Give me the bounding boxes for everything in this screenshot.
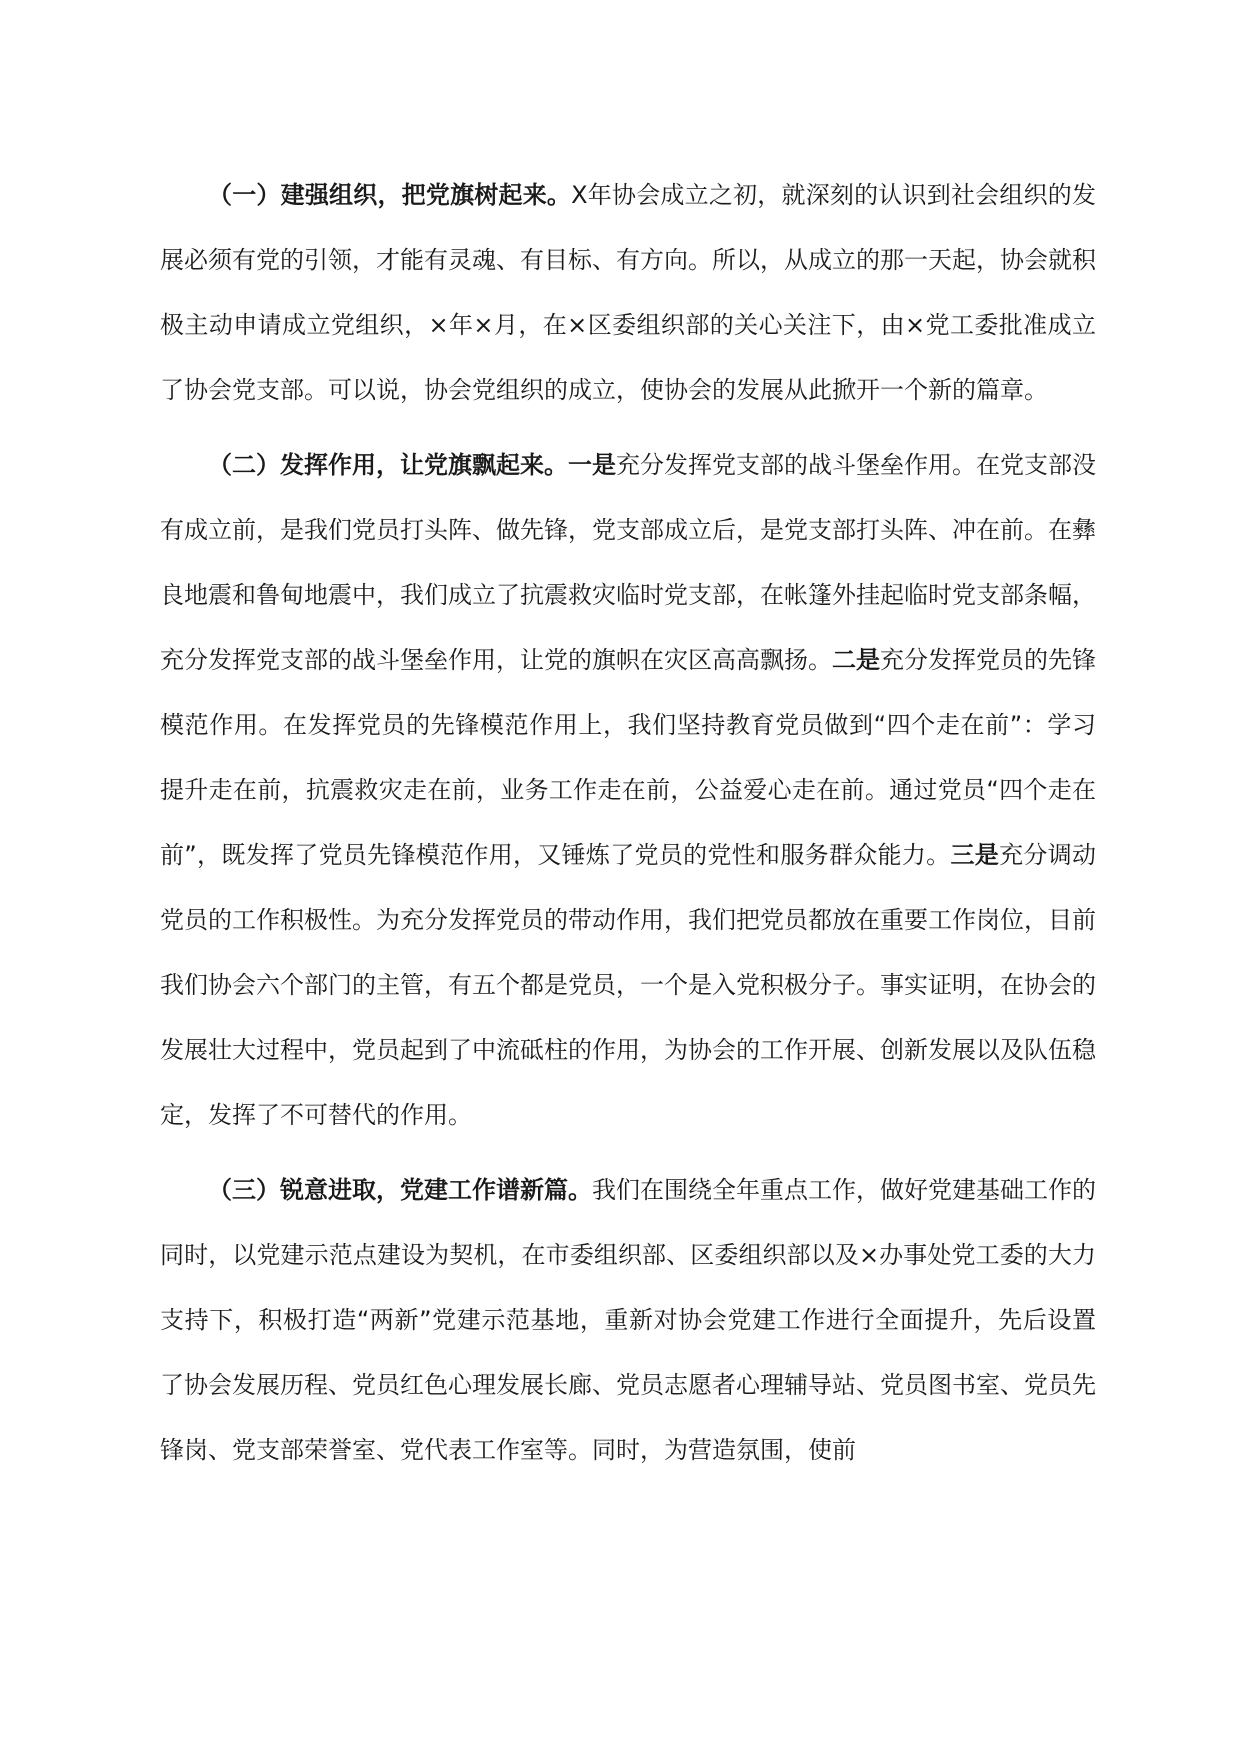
paragraph-2-heading: （二）发挥作用，让党旗飘起来。 [208, 451, 568, 479]
paragraph-2 [160, 433, 1096, 1148]
paragraph-3-text: 我们在围绕全年重点工作，做好党建基础工作的同时，以党建示范点建设为契机，在市委组织部、区委组织部以及×办事处党工委的大力支持下，积极打造“两新”党建示范基地，重新对协会党建工作进行全面提升，先后设置了协会发展历程、党员红色心理发展长廊、党员志愿者心理辅导站、党员图书室、党员先锋岗、党支部荣誉室、党代表工作室等。同时，为营造氛围，使前 [160, 1176, 1096, 1464]
paragraph-1-heading: （一）建强组织，把党旗树起来。 [208, 181, 572, 209]
point-one-label: 一是 [568, 451, 616, 479]
paragraph-1 [160, 163, 1096, 423]
point-three-text: 充分调动党员的工作积极性。为充分发挥党员的带动作用，我们把党员都放在重要工作岗位，目前我们协会六个部门的主管，有五个都是党员，一个是入党积极分子。事实证明，在协会的发展壮大过程中，党员起到了中流砥柱的作用，为协会的工作开展、创新发展以及队伍稳定，发挥了不可替代的作用。 [160, 841, 1097, 1129]
point-one-text: 充分发挥党支部的战斗堡垒作用。在党支部没有成立前，是我们党员打头阵、做先锋，党支部成立后，是党支部打头阵、冲在前。在彝良地震和鲁甸地震中，我们成立了抗震救灾临时党支部，在帐篷外挂起临时党支部条幅，充分发挥党支部的战斗堡垒作用，让党的旗帜在灾区高高飘扬。 [160, 451, 1096, 674]
document-page [160, 163, 1096, 1493]
point-three-label: 三是 [950, 841, 1000, 869]
point-two-text: 充分发挥党员的先锋模范作用。在发挥党员的先锋模范作用上，我们坚持教育党员做到“四个走在前”：学习提升走在前，抗震救灾走在前，业务工作走在前，公益爱心走在前。通过党员“四个走在前”，既发挥了党员先锋模范作用，又锤炼了党员的党性和服务群众能力。 [160, 646, 1096, 869]
paragraph-3 [160, 1158, 1096, 1483]
point-two-label: 二是 [832, 646, 880, 674]
paragraph-3-heading: （三）锐意进取，党建工作谱新篇。 [208, 1176, 592, 1204]
paragraph-1-text: X年协会成立之初，就深刻的认识到社会组织的发展必须有党的引领，才能有灵魂、有目标、有方向。所以，从成立的那一天起，协会就积极主动申请成立党组织，×年×月，在×区委组织部的关心关注下，由×党工委批准成立了协会党支部。可以说，协会党组织的成立，使协会的发展从此掀开一个新的篇章。 [160, 181, 1096, 404]
